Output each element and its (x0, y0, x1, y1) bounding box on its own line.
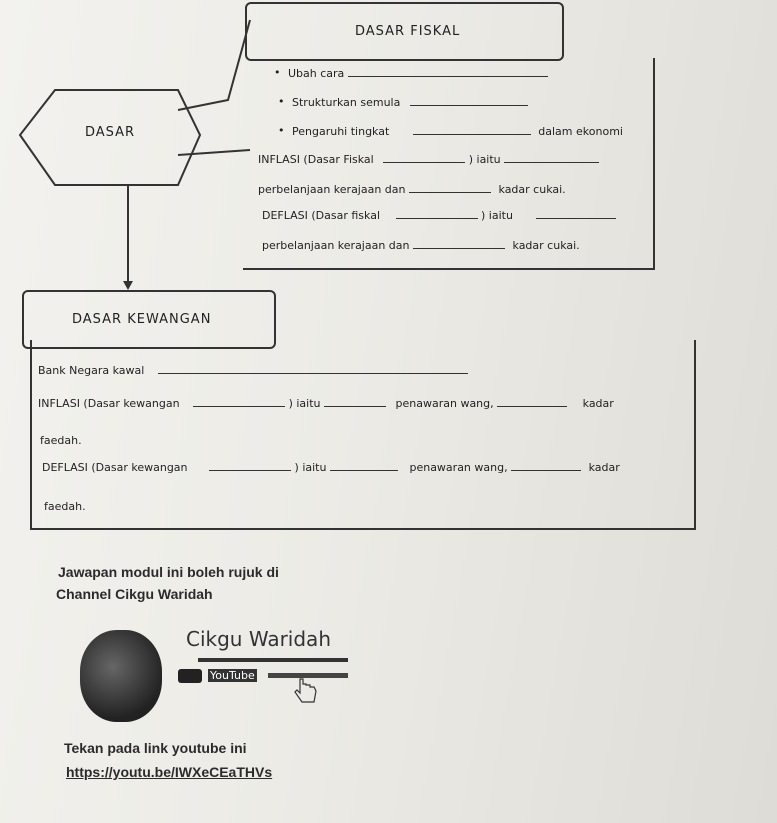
fiscal-inflasi-line2 (258, 182, 566, 196)
blank-field[interactable] (504, 152, 599, 163)
fiscal-inflasi-line (258, 152, 599, 166)
fiscal-title: DASAR FISKAL (355, 24, 461, 39)
fiscal-deflasi-line (262, 208, 616, 222)
channel-logo[interactable] (78, 625, 358, 725)
dasar-label: DASAR (85, 125, 136, 140)
fiscal-deflasi-l2-end: kadar cukai. (512, 239, 580, 252)
blank-field[interactable] (193, 396, 285, 407)
fiscal-deflasi-l2-text: perbelanjaan kerajaan dan (262, 239, 410, 252)
blank-field[interactable] (383, 152, 465, 163)
monetary-inflasi-l2: faedah. (40, 434, 82, 447)
monetary-inflasi-text: INFLASI (Dasar kewangan (38, 397, 180, 410)
fiscal-inflasi-text: INFLASI (Dasar Fiskal (258, 153, 374, 166)
monetary-inflasi-mid: ) iaitu (288, 397, 321, 410)
monetary-inflasi-mid2: penawaran wang, (395, 397, 494, 410)
fiscal-inflasi-l2-end: kadar cukai. (498, 183, 566, 196)
monetary-title: DASAR KEWANGAN (72, 312, 212, 327)
monetary-bank-text: Bank Negara kawal (38, 364, 145, 377)
monetary-inflasi-end: kadar (582, 397, 614, 410)
blank-field[interactable] (348, 66, 548, 77)
blank-field[interactable] (330, 460, 398, 471)
logo-title: Cikgu Waridah (186, 627, 331, 651)
fiscal-item-3-end: dalam ekonomi (538, 125, 623, 138)
monetary-deflasi-mid2: penawaran wang, (409, 461, 508, 474)
blank-field[interactable] (396, 208, 478, 219)
blank-field[interactable] (209, 460, 291, 471)
avatar (80, 630, 162, 722)
youtube-link[interactable]: https://youtu.be/IWXeCEaTHVs (66, 764, 273, 780)
blank-field[interactable] (413, 238, 505, 249)
fiscal-deflasi-mid: ) iaitu (481, 209, 513, 222)
fiscal-deflasi-text: DEFLASI (Dasar fiskal (262, 209, 381, 222)
fiscal-item-2-text: Strukturkan semula (292, 96, 401, 109)
monetary-deflasi-text: DEFLASI (Dasar kewangan (42, 461, 188, 474)
blank-field[interactable] (497, 396, 567, 407)
promo-line-2: Channel Cikgu Waridah (56, 586, 213, 602)
blank-field[interactable] (158, 363, 468, 374)
monetary-deflasi-line (42, 460, 620, 474)
fiscal-item-3-text: Pengaruhi tingkat (292, 125, 390, 138)
pointer-hand-icon (292, 675, 322, 705)
fiscal-item-1-text: Ubah cara (288, 67, 345, 80)
blank-field[interactable] (324, 396, 386, 407)
fiscal-item-2 (292, 95, 528, 109)
promo-line-1: Jawapan modul ini boleh rujuk di (58, 564, 279, 580)
fiscal-inflasi-l2-text: perbelanjaan kerajaan dan (258, 183, 406, 196)
logo-sub: YouTube (210, 669, 255, 682)
monetary-bank-line (38, 363, 468, 377)
monetary-deflasi-mid: ) iaitu (294, 461, 327, 474)
blank-field[interactable] (536, 208, 616, 219)
blank-field[interactable] (410, 95, 528, 106)
logo-underline (198, 658, 348, 662)
monetary-inflasi-line (38, 396, 614, 410)
blank-field[interactable] (413, 124, 531, 135)
youtube-icon (178, 669, 202, 683)
monetary-deflasi-end: kadar (588, 461, 620, 474)
fiscal-item-3 (292, 124, 623, 138)
fiscal-inflasi-mid: ) iaitu (468, 153, 501, 166)
fiscal-deflasi-line2 (262, 238, 580, 252)
fiscal-item-1 (288, 66, 548, 80)
press-link-text: Tekan pada link youtube ini (64, 740, 247, 756)
blank-field[interactable] (409, 182, 491, 193)
monetary-deflasi-l2: faedah. (44, 500, 86, 513)
blank-field[interactable] (511, 460, 581, 471)
